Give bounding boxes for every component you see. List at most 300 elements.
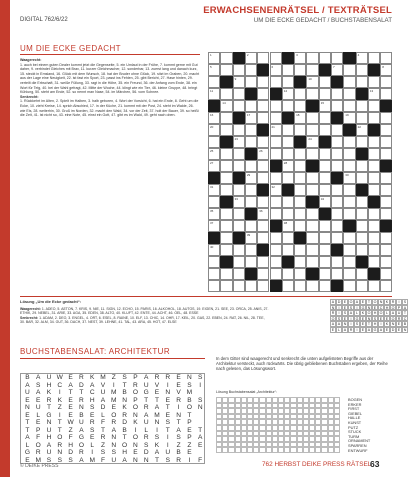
crossword-cell[interactable] bbox=[245, 52, 257, 64]
crossword-cell[interactable] bbox=[343, 196, 355, 208]
crossword-cell[interactable] bbox=[294, 280, 306, 292]
crossword-cell[interactable] bbox=[233, 196, 245, 208]
crossword-cell[interactable] bbox=[257, 280, 269, 292]
crossword-cell[interactable] bbox=[257, 256, 269, 268]
crossword-cell[interactable] bbox=[233, 124, 245, 136]
wordsearch-letter[interactable]: O bbox=[122, 441, 128, 449]
wordsearch-letter[interactable]: A bbox=[79, 456, 84, 464]
crossword-cell[interactable] bbox=[356, 136, 368, 148]
wordsearch-letter[interactable]: E bbox=[197, 441, 203, 449]
crossword-cell[interactable] bbox=[220, 280, 232, 292]
wordsearch-letter[interactable]: N bbox=[133, 441, 138, 449]
crossword-cell[interactable] bbox=[331, 268, 343, 280]
crossword-cell[interactable] bbox=[306, 172, 318, 184]
wordsearch-letter[interactable]: P bbox=[133, 396, 138, 404]
wordsearch-letter[interactable]: E bbox=[68, 396, 73, 404]
wordsearch-letter[interactable]: U bbox=[165, 449, 171, 456]
crossword-cell[interactable] bbox=[368, 52, 380, 64]
wordsearch-letter[interactable]: P bbox=[35, 426, 41, 434]
wordsearch-letter[interactable]: P bbox=[187, 434, 192, 441]
crossword-cell[interactable] bbox=[270, 256, 282, 268]
crossword-cell[interactable] bbox=[220, 208, 232, 220]
wordsearch-letter[interactable]: S bbox=[143, 441, 149, 449]
crossword-cell[interactable] bbox=[220, 64, 232, 76]
wordsearch-letter[interactable]: T bbox=[100, 426, 105, 434]
crossword-cell[interactable] bbox=[270, 100, 282, 112]
wordsearch-letter[interactable]: R bbox=[79, 449, 84, 456]
crossword-cell[interactable] bbox=[220, 268, 232, 280]
crossword-cell[interactable] bbox=[343, 88, 355, 100]
crossword-cell[interactable] bbox=[380, 148, 392, 160]
wordsearch-letter[interactable]: N bbox=[111, 441, 117, 449]
wordsearch-letter[interactable]: B bbox=[122, 389, 127, 396]
crossword-cell[interactable] bbox=[306, 64, 318, 76]
crossword-cell[interactable] bbox=[282, 76, 294, 88]
wordsearch-letter[interactable]: L bbox=[90, 441, 95, 449]
wordsearch-letter[interactable]: T bbox=[165, 426, 170, 434]
wordsearch-letter[interactable]: T bbox=[122, 434, 127, 441]
wordsearch-letter[interactable]: A bbox=[79, 426, 84, 434]
crossword-cell[interactable] bbox=[208, 124, 220, 136]
wordsearch-letter[interactable]: N bbox=[187, 374, 192, 381]
wordsearch-letter[interactable]: E bbox=[68, 404, 73, 411]
crossword-cell[interactable] bbox=[368, 220, 380, 232]
crossword-cell[interactable] bbox=[306, 220, 318, 232]
wordsearch-letter[interactable]: R bbox=[143, 404, 149, 411]
crossword-cell[interactable] bbox=[257, 268, 269, 280]
wordsearch-letter[interactable]: I bbox=[58, 389, 61, 396]
wordsearch-letter[interactable]: A bbox=[143, 411, 149, 419]
crossword-cell[interactable] bbox=[282, 124, 294, 136]
wordsearch-letter[interactable]: S bbox=[176, 434, 181, 441]
crossword-cell[interactable] bbox=[368, 172, 380, 184]
wordsearch-letter[interactable]: H bbox=[122, 449, 127, 456]
crossword-cell[interactable] bbox=[233, 148, 245, 160]
crossword-cell[interactable] bbox=[380, 88, 392, 100]
wordsearch-letter[interactable]: Z bbox=[100, 441, 105, 449]
crossword-cell[interactable] bbox=[245, 184, 257, 196]
crossword-cell[interactable] bbox=[245, 136, 257, 148]
wordsearch-letter[interactable]: R bbox=[176, 396, 181, 404]
crossword-cell[interactable] bbox=[343, 244, 355, 256]
crossword-cell[interactable] bbox=[294, 256, 306, 268]
wordsearch-letter[interactable]: S bbox=[46, 456, 52, 464]
wordsearch-letter[interactable]: K bbox=[122, 404, 127, 411]
crossword-cell[interactable] bbox=[282, 196, 294, 208]
wordsearch-letter[interactable]: N bbox=[57, 449, 63, 456]
crossword-cell[interactable] bbox=[343, 136, 355, 148]
crossword-cell[interactable] bbox=[343, 64, 355, 76]
wordsearch-letter[interactable]: R bbox=[100, 434, 106, 441]
crossword-cell[interactable] bbox=[380, 124, 392, 136]
wordsearch-letter[interactable]: R bbox=[57, 441, 63, 449]
crossword-cell[interactable] bbox=[245, 244, 257, 256]
crossword-cell[interactable] bbox=[319, 256, 331, 268]
crossword-cell[interactable] bbox=[220, 220, 232, 232]
crossword-cell[interactable] bbox=[356, 244, 368, 256]
crossword-cell[interactable] bbox=[257, 208, 269, 220]
wordsearch-letter[interactable]: T bbox=[25, 426, 30, 434]
wordsearch-letter[interactable]: V bbox=[100, 381, 106, 389]
wordsearch-letter[interactable]: O bbox=[132, 404, 138, 411]
crossword-cell[interactable] bbox=[306, 184, 318, 196]
wordsearch-letter[interactable]: O bbox=[35, 441, 41, 449]
crossword-cell[interactable] bbox=[282, 64, 294, 76]
wordsearch-letter[interactable]: G bbox=[143, 389, 149, 396]
crossword-cell[interactable] bbox=[356, 64, 368, 76]
wordsearch-letter[interactable]: L bbox=[101, 411, 105, 419]
crossword-cell[interactable] bbox=[380, 184, 392, 196]
wordsearch-letter[interactable]: W bbox=[67, 419, 74, 426]
wordsearch-letter[interactable]: S bbox=[68, 456, 73, 464]
crossword-cell[interactable] bbox=[306, 244, 318, 256]
crossword-cell[interactable] bbox=[343, 280, 355, 292]
wordsearch-letter[interactable]: B bbox=[25, 374, 30, 381]
wordsearch-letter[interactable]: T bbox=[79, 389, 84, 396]
wordsearch-letter[interactable]: E bbox=[35, 396, 41, 404]
crossword-cell[interactable] bbox=[331, 208, 343, 220]
wordsearch-letter[interactable]: E bbox=[176, 381, 181, 389]
crossword-cell[interactable] bbox=[208, 196, 220, 208]
wordsearch-letter[interactable]: A bbox=[68, 381, 73, 389]
crossword-cell[interactable] bbox=[294, 88, 306, 100]
wordsearch-letter[interactable]: R bbox=[79, 374, 84, 381]
wordsearch-letter[interactable]: U bbox=[46, 426, 52, 434]
wordsearch-letter[interactable]: C bbox=[57, 381, 63, 389]
crossword-cell[interactable] bbox=[270, 184, 282, 196]
crossword-cell[interactable] bbox=[257, 100, 269, 112]
crossword-cell[interactable] bbox=[331, 64, 343, 76]
crossword-cell[interactable] bbox=[380, 244, 392, 256]
wordsearch-letter[interactable]: A bbox=[122, 456, 127, 464]
crossword-cell[interactable] bbox=[380, 76, 392, 88]
wordsearch-letter[interactable]: A bbox=[25, 381, 30, 389]
wordsearch-letter[interactable]: F bbox=[68, 434, 73, 441]
crossword-cell[interactable] bbox=[306, 52, 318, 64]
crossword-cell[interactable] bbox=[233, 88, 245, 100]
crossword-cell[interactable] bbox=[208, 148, 220, 160]
crossword-cell[interactable] bbox=[343, 112, 355, 124]
wordsearch-letter[interactable]: T bbox=[68, 389, 73, 396]
crossword-cell[interactable] bbox=[233, 184, 245, 196]
wordsearch-letter[interactable]: R bbox=[111, 419, 117, 426]
crossword-cell[interactable] bbox=[270, 244, 282, 256]
crossword-cell[interactable] bbox=[343, 160, 355, 172]
crossword-cell[interactable] bbox=[282, 148, 294, 160]
wordsearch-letter[interactable]: M bbox=[100, 374, 106, 381]
crossword-cell[interactable] bbox=[270, 52, 282, 64]
wordsearch-letter[interactable]: I bbox=[156, 426, 158, 434]
crossword-cell[interactable] bbox=[380, 52, 392, 64]
wordsearch-letter[interactable]: E bbox=[187, 449, 192, 456]
wordsearch-letter[interactable]: E bbox=[68, 411, 73, 419]
crossword-cell[interactable] bbox=[343, 172, 355, 184]
wordsearch-letter[interactable]: E bbox=[165, 411, 170, 419]
wordsearch-letter[interactable]: P bbox=[133, 374, 138, 381]
crossword-cell[interactable] bbox=[270, 136, 282, 148]
wordsearch-letter[interactable]: T bbox=[57, 419, 62, 426]
wordsearch-letter[interactable]: T bbox=[165, 404, 170, 411]
crossword-cell[interactable] bbox=[270, 124, 282, 136]
wordsearch-letter[interactable]: U bbox=[111, 456, 117, 464]
crossword-cell[interactable] bbox=[208, 88, 220, 100]
wordsearch-letter[interactable]: E bbox=[25, 456, 30, 464]
wordsearch-letter[interactable]: G bbox=[46, 411, 52, 419]
crossword-cell[interactable] bbox=[282, 232, 294, 244]
wordsearch-letter[interactable]: P bbox=[187, 419, 192, 426]
crossword-cell[interactable] bbox=[282, 268, 294, 280]
crossword-cell[interactable] bbox=[368, 244, 380, 256]
crossword-cell[interactable] bbox=[331, 148, 343, 160]
wordsearch-letter[interactable]: R bbox=[35, 449, 41, 456]
crossword-cell[interactable] bbox=[380, 280, 392, 292]
crossword-cell[interactable] bbox=[294, 268, 306, 280]
crossword-cell[interactable] bbox=[245, 280, 257, 292]
crossword-cell[interactable] bbox=[220, 112, 232, 124]
crossword-cell[interactable] bbox=[270, 148, 282, 160]
wordsearch-letter[interactable]: D bbox=[143, 449, 149, 456]
crossword-cell[interactable] bbox=[319, 184, 331, 196]
crossword-cell[interactable] bbox=[306, 232, 318, 244]
crossword-cell[interactable] bbox=[368, 160, 380, 172]
crossword-cell[interactable] bbox=[306, 76, 318, 88]
crossword-cell[interactable] bbox=[380, 196, 392, 208]
crossword-cell[interactable] bbox=[306, 256, 318, 268]
wordsearch-letter[interactable]: Z bbox=[57, 404, 62, 411]
wordsearch-letter[interactable]: U bbox=[46, 374, 52, 381]
wordsearch-letter[interactable]: I bbox=[58, 411, 61, 419]
wordsearch-letter[interactable]: O bbox=[57, 434, 63, 441]
crossword-cell[interactable] bbox=[245, 220, 257, 232]
crossword-cell[interactable] bbox=[220, 52, 232, 64]
wordsearch-letter[interactable]: A bbox=[100, 396, 106, 404]
crossword-cell[interactable] bbox=[233, 208, 245, 220]
crossword-cell[interactable] bbox=[319, 160, 331, 172]
crossword-cell[interactable] bbox=[319, 268, 331, 280]
crossword-cell[interactable] bbox=[319, 148, 331, 160]
crossword-cell[interactable] bbox=[282, 100, 294, 112]
crossword-cell[interactable] bbox=[245, 160, 257, 172]
wordsearch-letter[interactable]: H bbox=[68, 441, 73, 449]
crossword-cell[interactable] bbox=[245, 124, 257, 136]
crossword-cell[interactable] bbox=[245, 256, 257, 268]
crossword-cell[interactable] bbox=[331, 124, 343, 136]
wordsearch-letter[interactable]: E bbox=[35, 419, 41, 426]
wordsearch-letter[interactable]: R bbox=[133, 381, 138, 389]
wordsearch-letter[interactable]: Z bbox=[68, 426, 73, 434]
crossword-cell[interactable] bbox=[380, 64, 392, 76]
wordsearch-letter[interactable]: L bbox=[36, 411, 41, 419]
wordsearch-letter[interactable]: M bbox=[89, 456, 95, 464]
crossword-cell[interactable] bbox=[356, 124, 368, 136]
wordsearch-letter[interactable]: A bbox=[154, 449, 160, 456]
crossword-cell[interactable] bbox=[208, 136, 220, 148]
crossword-cell[interactable] bbox=[220, 172, 232, 184]
crossword-cell[interactable] bbox=[208, 208, 220, 220]
crossword-cell[interactable] bbox=[208, 112, 220, 124]
crossword-cell[interactable] bbox=[208, 268, 220, 280]
wordsearch-letter[interactable]: N bbox=[165, 389, 171, 396]
crossword-cell[interactable] bbox=[294, 100, 306, 112]
wordsearch-letter[interactable]: A bbox=[197, 434, 203, 441]
wordsearch-letter[interactable]: I bbox=[199, 381, 202, 389]
crossword-cell[interactable] bbox=[294, 184, 306, 196]
crossword-cell[interactable] bbox=[319, 244, 331, 256]
crossword-cell[interactable] bbox=[368, 112, 380, 124]
wordsearch-letter[interactable]: I bbox=[166, 381, 169, 389]
wordsearch-letter[interactable]: U bbox=[143, 381, 149, 389]
crossword-cell[interactable] bbox=[282, 208, 294, 220]
crossword-cell[interactable] bbox=[319, 52, 331, 64]
wordsearch-letter[interactable]: G bbox=[24, 449, 30, 456]
wordsearch-letter[interactable]: E bbox=[187, 426, 192, 434]
wordsearch-solution-box[interactable] bbox=[334, 447, 340, 453]
crossword-cell[interactable] bbox=[208, 64, 220, 76]
wordsearch-letter[interactable]: L bbox=[144, 426, 149, 434]
crossword-cell[interactable] bbox=[306, 124, 318, 136]
wordsearch-letter[interactable]: S bbox=[197, 374, 203, 381]
wordsearch-letter[interactable]: A bbox=[35, 389, 41, 396]
crossword-cell[interactable] bbox=[270, 172, 282, 184]
wordsearch-letter[interactable]: U bbox=[46, 449, 52, 456]
wordsearch-letter[interactable]: T bbox=[176, 419, 181, 426]
wordsearch-letter[interactable]: E bbox=[165, 396, 170, 404]
wordsearch-letter[interactable]: A bbox=[35, 374, 41, 381]
crossword-cell[interactable] bbox=[368, 136, 380, 148]
crossword-cell[interactable] bbox=[319, 88, 331, 100]
wordsearch-letter[interactable]: I bbox=[166, 434, 169, 441]
wordsearch-letter[interactable]: N bbox=[154, 419, 160, 426]
wordsearch-letter[interactable]: S bbox=[57, 456, 62, 464]
crossword-cell[interactable] bbox=[331, 160, 343, 172]
crossword-cell[interactable] bbox=[257, 172, 269, 184]
crossword-cell[interactable] bbox=[220, 124, 232, 136]
wordsearch-letter[interactable]: R bbox=[79, 396, 84, 404]
crossword-cell[interactable] bbox=[233, 160, 245, 172]
crossword-cell[interactable] bbox=[380, 136, 392, 148]
crossword-cell[interactable] bbox=[368, 100, 380, 112]
wordsearch-letter[interactable]: E bbox=[154, 389, 160, 396]
wordsearch-letter[interactable]: U bbox=[100, 389, 106, 396]
wordsearch-letter[interactable]: R bbox=[46, 396, 52, 404]
wordsearch-letter[interactable]: S bbox=[165, 456, 170, 464]
wordsearch-letter[interactable]: I bbox=[134, 426, 137, 434]
wordsearch-letter[interactable]: V bbox=[176, 389, 181, 396]
wordsearch-letter[interactable]: T bbox=[46, 404, 51, 411]
crossword-cell[interactable] bbox=[356, 208, 368, 220]
wordsearch-letter[interactable]: N bbox=[46, 419, 52, 426]
wordsearch-letter[interactable]: S bbox=[89, 404, 95, 411]
crossword-cell[interactable] bbox=[233, 64, 245, 76]
crossword-cell[interactable] bbox=[380, 232, 392, 244]
crossword-cell[interactable] bbox=[368, 76, 380, 88]
crossword-cell[interactable] bbox=[356, 280, 368, 292]
crossword-cell[interactable] bbox=[294, 160, 306, 172]
wordsearch-letter[interactable]: H bbox=[46, 434, 52, 441]
crossword-cell[interactable] bbox=[282, 172, 294, 184]
crossword-cell[interactable] bbox=[319, 112, 331, 124]
crossword-cell[interactable] bbox=[368, 232, 380, 244]
wordsearch-letter[interactable]: R bbox=[176, 456, 181, 464]
crossword-cell[interactable] bbox=[220, 100, 232, 112]
wordsearch-letter[interactable]: S bbox=[187, 381, 192, 389]
crossword-cell[interactable] bbox=[306, 112, 318, 124]
crossword-cell[interactable] bbox=[257, 232, 269, 244]
wordsearch-letter[interactable]: O bbox=[132, 389, 138, 396]
wordsearch-letter[interactable]: A bbox=[25, 434, 30, 441]
wordsearch-letter[interactable]: D bbox=[68, 449, 73, 456]
crossword-cell[interactable] bbox=[356, 160, 368, 172]
wordsearch-letter[interactable]: E bbox=[89, 411, 95, 419]
wordsearch-letter[interactable]: S bbox=[197, 396, 203, 404]
wordsearch-letter[interactable]: S bbox=[111, 449, 116, 456]
wordsearch-letter[interactable]: N bbox=[25, 404, 30, 411]
crossword-cell[interactable] bbox=[356, 100, 368, 112]
wordsearch-letter[interactable]: A bbox=[143, 374, 149, 381]
wordsearch-letter[interactable]: V bbox=[154, 381, 160, 389]
crossword-cell[interactable] bbox=[319, 76, 331, 88]
crossword-cell[interactable] bbox=[356, 52, 368, 64]
wordsearch-letter[interactable]: R bbox=[143, 434, 149, 441]
wordsearch-letter[interactable]: E bbox=[133, 449, 138, 456]
crossword-cell[interactable] bbox=[294, 220, 306, 232]
crossword-cell[interactable] bbox=[257, 148, 269, 160]
wordsearch-letter[interactable]: Z bbox=[187, 441, 192, 449]
wordsearch-letter[interactable]: F bbox=[100, 419, 105, 426]
wordsearch-letter[interactable]: T bbox=[198, 426, 203, 434]
crossword-cell[interactable] bbox=[233, 220, 245, 232]
crossword-cell[interactable] bbox=[368, 280, 380, 292]
crossword-cell[interactable] bbox=[331, 136, 343, 148]
crossword-cell[interactable] bbox=[294, 52, 306, 64]
wordsearch-letter[interactable]: I bbox=[188, 456, 191, 464]
wordsearch-letter[interactable]: T bbox=[57, 426, 62, 434]
wordsearch-letter[interactable]: N bbox=[122, 396, 127, 404]
crossword-cell[interactable] bbox=[233, 280, 245, 292]
wordsearch-letter[interactable]: S bbox=[89, 426, 95, 434]
wordsearch-letter[interactable]: A bbox=[46, 441, 52, 449]
wordsearch-letter[interactable]: T bbox=[154, 396, 159, 404]
crossword-cell[interactable] bbox=[343, 76, 355, 88]
crossword-cell[interactable] bbox=[245, 112, 257, 124]
wordsearch-letter[interactable]: M bbox=[154, 411, 160, 419]
wordsearch-letter[interactable]: N bbox=[133, 411, 138, 419]
wordsearch-letter[interactable]: B bbox=[122, 426, 127, 434]
crossword-cell[interactable] bbox=[294, 244, 306, 256]
crossword-cell[interactable] bbox=[331, 100, 343, 112]
wordsearch-letter[interactable]: S bbox=[165, 419, 170, 426]
wordsearch-letter[interactable]: T bbox=[25, 419, 30, 426]
wordsearch-letter[interactable]: E bbox=[25, 411, 30, 419]
crossword-cell[interactable] bbox=[331, 184, 343, 196]
wordsearch-letter[interactable]: L bbox=[25, 441, 30, 449]
wordsearch-letter[interactable]: M bbox=[111, 396, 117, 404]
crossword-cell[interactable] bbox=[319, 124, 331, 136]
crossword-cell[interactable] bbox=[220, 232, 232, 244]
wordsearch-letter[interactable]: T bbox=[187, 411, 192, 419]
crossword-cell[interactable] bbox=[270, 76, 282, 88]
wordsearch-letter[interactable]: K bbox=[89, 374, 95, 381]
crossword-cell[interactable] bbox=[343, 208, 355, 220]
wordsearch-letter[interactable]: E bbox=[111, 404, 116, 411]
wordsearch-letter[interactable]: I bbox=[91, 449, 94, 456]
crossword-cell[interactable] bbox=[282, 244, 294, 256]
wordsearch-letter[interactable]: M bbox=[35, 456, 41, 464]
wordsearch-letter[interactable]: T bbox=[144, 396, 149, 404]
crossword-cell[interactable] bbox=[282, 280, 294, 292]
crossword-cell[interactable] bbox=[380, 112, 392, 124]
crossword-cell[interactable] bbox=[208, 184, 220, 196]
